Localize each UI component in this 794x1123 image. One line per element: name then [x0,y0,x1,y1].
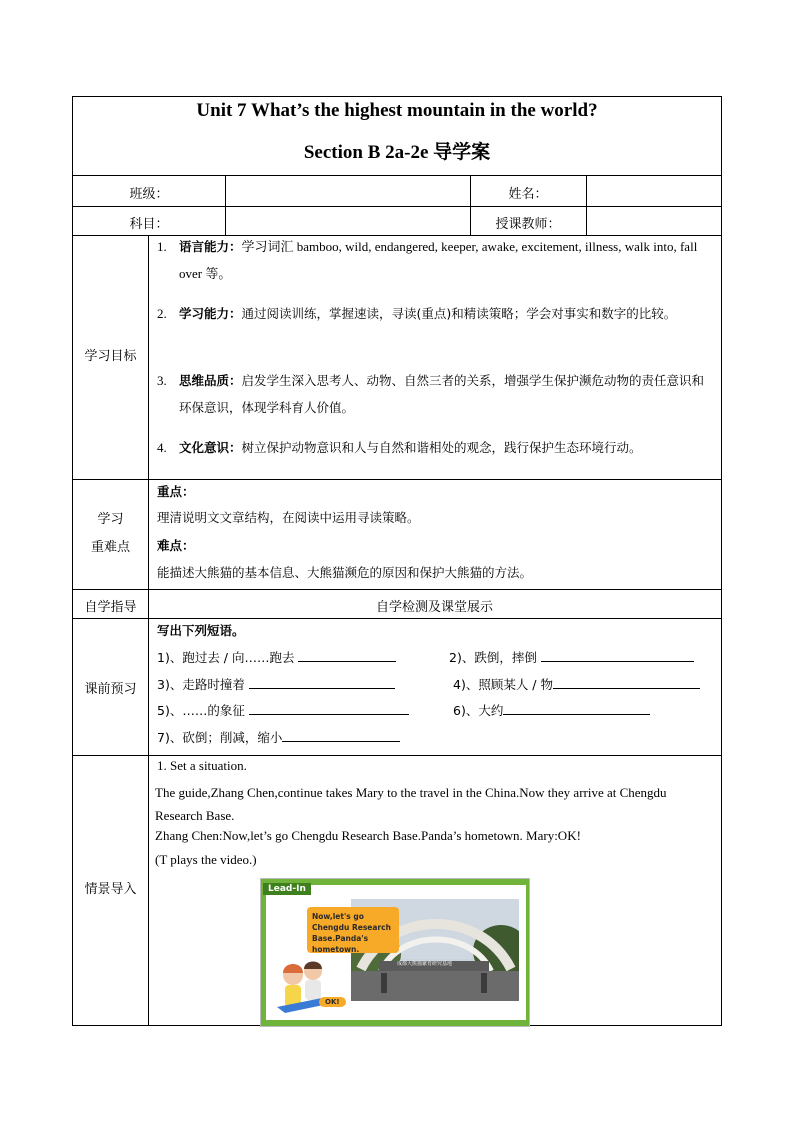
title-line-2: Section B 2a-2e 导学案 [303,142,491,163]
leadin-paragraph-2: Zhang Chen:Now,let’s go Chengdu Research Base.Panda’s hometown. Mary:OK! [155,828,581,843]
keypoints-label-2: 重难点 [90,540,130,555]
difficulty-heading: 难点： [157,538,195,553]
goal-item-3: 3. 思维品质：启发学生深入思考人、动物、自然三者的关系，增强学生保护濒危动物的责任意识和环保意识，体现学科育人价值。 [157,373,705,415]
goals-label: 学习目标 [84,349,137,364]
focus-text: 理清说明文文章结构，在阅读中运用寻读策略。 [157,510,420,525]
leadin-tag: Lead-In [263,883,311,895]
preview-label: 课前预习 [84,682,137,697]
phrase-item-7: 7)、砍倒；削减，缩小 [157,728,400,746]
title-line-1: Unit 7 What’s the highest mountain in the world? [196,100,598,121]
leadin-step: 1. Set a situation. [157,758,247,773]
guide-content: 自学检测及课堂展示 [375,600,493,615]
goal-item-1: 1. 语言能力：学习词汇 bamboo, wild, endangered, keeper, awake, excitement, illness, walk into, fall over 等。 [157,239,698,281]
phrase-item-4: 4)、照顾某人 / 物 [453,675,700,693]
research-base-sign: 成都大熊猫繁育研究基地 [397,961,453,967]
characters-illustration [267,951,347,1021]
difficulty-text: 能描述大熊猫的基本信息、大熊猫濒危的原因和保护大熊猫的方法。 [157,565,533,580]
phrase-item-6: 6)、大约 [453,701,650,719]
reply-bubble: OK! [319,997,346,1007]
worksheet-table [72,96,722,1026]
speech-bubble: Now,let's go Chengdu Research Base.Panda's hometown. [307,907,399,953]
focus-heading: 重点： [157,484,195,499]
guide-label: 自学指导 [84,600,137,615]
phrase-item-1: 1)、跑过去 / 向……跑去 [157,648,396,666]
goal-item-4: 4. 文化意识：树立保护动物意识和人与自然和谐相处的观念，践行保护生态环境行动。 [157,440,642,455]
leadin-paragraph-3: (T plays the video.) [155,852,257,867]
subject-label: 科目： [129,217,169,232]
phrase-item-2: 2)、跌倒，摔倒 [449,648,694,666]
keypoints-label-1: 学习 [97,512,124,527]
leadin-slide-image [260,878,530,1027]
preview-instruction: 写出下列短语。 [157,623,245,638]
leadin-label: 情景导入 [84,882,137,897]
goal-item-2: 2. 学习能力：通过阅读训练，掌握速读，寻读(重点)和精读策略；学会对事实和数字的比较。 [157,306,677,321]
phrase-item-3: 3)、走路时撞着 [157,675,395,693]
name-label: 姓名： [508,187,548,202]
phrase-item-5: 5)、……的象征 [157,701,409,719]
class-label: 班级： [129,187,169,202]
teacher-label: 授课教师： [495,217,561,232]
leadin-paragraph-1: The guide,Zhang Chen,continue takes Mary to the travel in the China.Now they arrive at Chengdu Research Base. [155,785,667,823]
